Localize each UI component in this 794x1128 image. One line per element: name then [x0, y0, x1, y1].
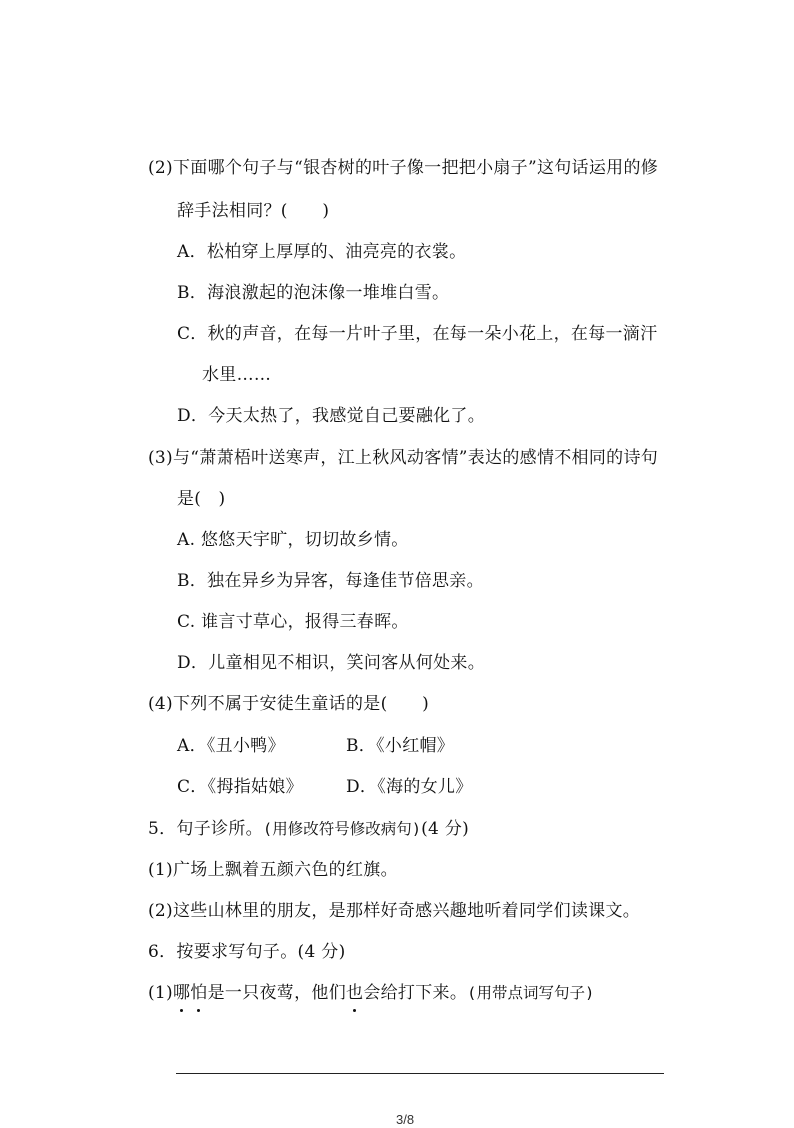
q4-3-option-d: D．儿童相见不相识，笑问客从何处来。: [177, 653, 486, 673]
emphasis-dot-word: 也: [346, 983, 364, 1003]
page-number: 3/8: [396, 1112, 415, 1127]
q5-item-2: (2)这些山林里的朋友，是那样好奇感兴趣地听着同学们读课文。: [148, 901, 641, 921]
emphasis-dot-word: 哪: [172, 983, 191, 1003]
emphasis-dot-word: 怕: [190, 983, 208, 1003]
q6-item1-note: (用带点词写句子): [467, 984, 595, 1002]
q4-2-option-a: A．松柏穿上厚厚的、油亮亮的衣裳。: [177, 242, 467, 262]
q6-item1-mid: 是一只夜莺，他们: [207, 983, 347, 1003]
q5-note: (用修改符号修改病句): [262, 820, 422, 838]
q5-heading: 5．句子诊所。: [148, 819, 263, 839]
q5-score: (4 分): [421, 819, 470, 839]
q4-3-option-c: C. 谁言寸草心，报得三春晖。: [177, 612, 409, 632]
answer-line: [176, 1073, 664, 1074]
q6-item-1: [148, 981, 594, 1005]
q4-4-option-a: A．《丑小鸭》: [177, 736, 285, 756]
q4-2-option-c-line1: C．秋的声音，在每一片叶子里，在每一朵小花上，在每一滴汗: [177, 324, 658, 344]
q4-4-stem: (4)下列不属于安徒生童话的是( ): [148, 694, 430, 714]
q5-heading-line: [148, 817, 469, 841]
q4-3-option-b: B．独在异乡为异客，每逢佳节倍思亲。: [177, 571, 484, 591]
q4-3-stem-line2: 是( ): [177, 489, 226, 509]
q4-2-option-b: B．海浪激起的泡沫像一堆堆白雪。: [177, 283, 450, 303]
q6-item1-prefix: (1): [148, 983, 173, 1003]
q4-2-option-d: D．今天太热了，我感觉自己要融化了。: [177, 406, 486, 426]
q4-2-option-c-line2: 水里……: [202, 365, 272, 385]
q6-heading: 6．按要求写句子。(4 分): [148, 942, 346, 962]
q4-3-stem-line1: (3)与“萧萧梧叶送寒声，江上秋风动客情”表达的感情不相同的诗句: [148, 448, 659, 468]
q4-4-option-b: B．《小红帽》: [346, 736, 455, 756]
q4-2-stem-line1: (2)下面哪个句子与“银杏树的叶子像一把把小扇子”这句话运用的修: [148, 158, 659, 178]
q4-4-option-c: C．《拇指姑娘》: [177, 777, 303, 797]
q4-2-stem-line2: 辞手法相同？( ): [177, 201, 330, 221]
q4-3-option-a: A. 悠悠天宇旷，切切故乡情。: [177, 530, 409, 550]
q5-item-1: (1)广场上飘着五颜六色的红旗。: [148, 860, 398, 880]
q6-item1-rest: 会给打下来。: [363, 983, 468, 1003]
q4-4-option-d: D．《海的女儿》: [346, 777, 473, 797]
